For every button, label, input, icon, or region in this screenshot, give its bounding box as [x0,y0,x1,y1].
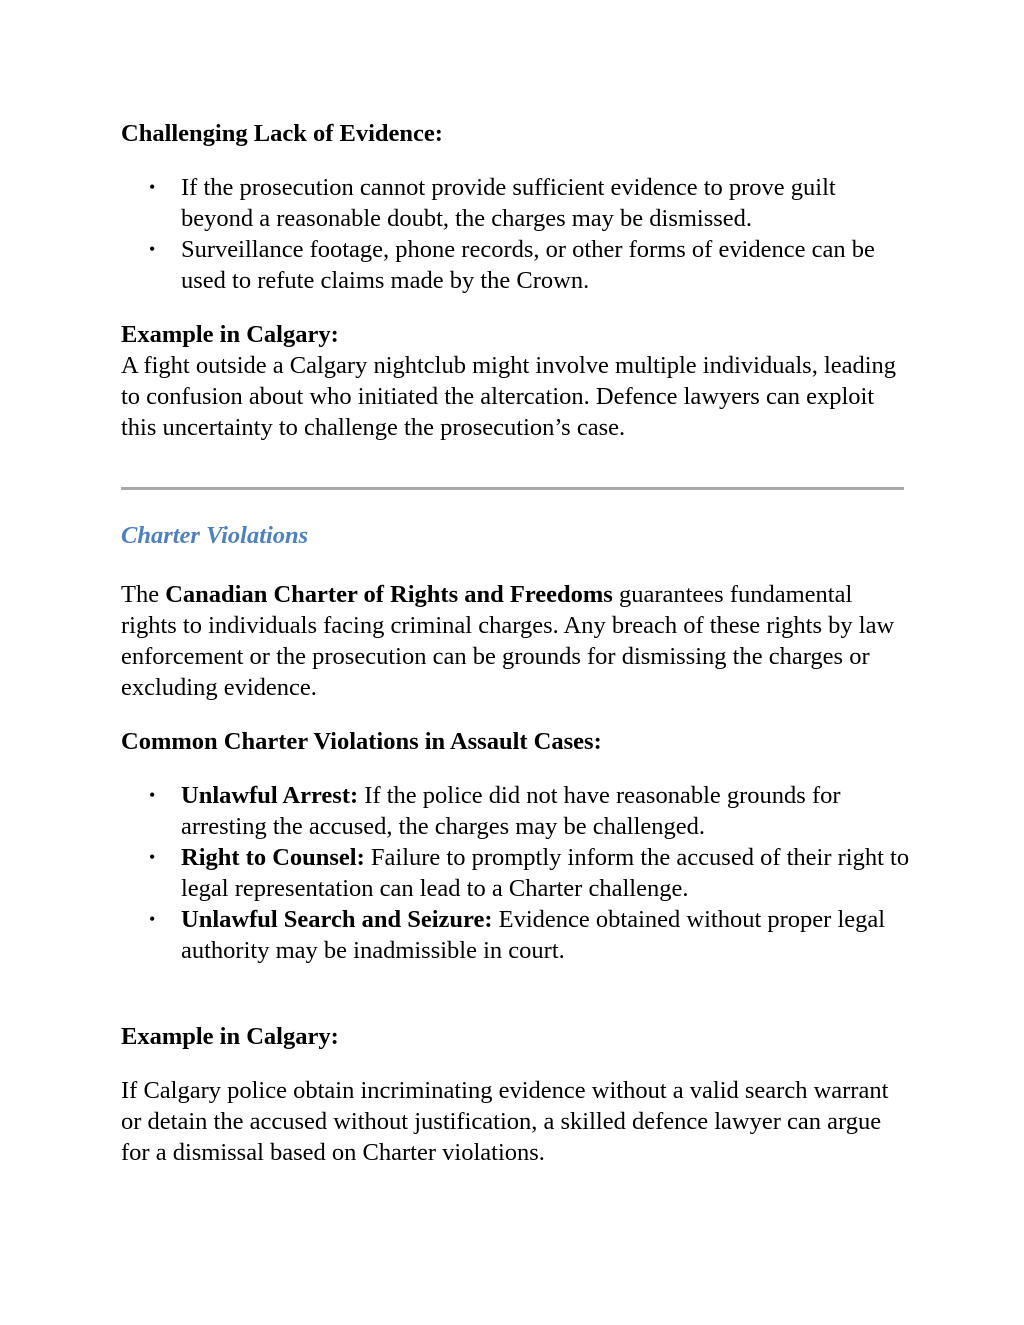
charter-violations-list [121,780,911,966]
intro-suffix: guarantees fundamental rights to individuals facing criminal charges. Any breach of these rights by law enforcement or the prosecution can be grounds for dismissing the charges or excluding evidence. [121,581,895,701]
list-item-text: If the prosecution cannot provide sufficient evidence to prove guilt beyond a reasonable doubt, the charges may be dismissed. [181,174,836,232]
list-item-text: If the police did not have reasonable grounds for arresting the accused, the charges may be challenged. [181,782,841,840]
intro-prefix: The [121,581,166,608]
horizontal-divider [121,487,904,490]
list-item [121,904,911,966]
list-item-text: Evidence obtained without proper legal authority may be inadmissible in court. [181,906,886,964]
example-heading: Example in Calgary: [121,1023,339,1050]
list-item [121,234,911,296]
bullet-icon: • [149,785,156,805]
bullet-icon: • [149,177,156,197]
list-item-text: Surveillance footage, phone records, or other forms of evidence can be used to refute claims made by the Crown. [181,236,875,294]
example-heading: Example in Calgary: [121,321,339,348]
example-text: If Calgary police obtain incriminating evidence without a valid search warrant or detain the accused without justification, a skilled defence lawyer can argue for a dismissal based on Charter violations. [121,1077,889,1166]
list-item [121,842,911,904]
charter-intro-paragraph [121,579,911,703]
list-item [121,780,911,842]
list-item-text: Failure to promptly inform the accused of their right to legal representation can lead to a Charter challenge. [181,844,910,902]
bullet-icon: • [149,239,156,259]
list-item-term: Unlawful Arrest: [181,782,359,809]
example-text: A fight outside a Calgary nightclub might involve multiple individuals, leading to confusion about who initiated the altercation. Defence lawyers can exploit this uncertainty to challenge the prosecution’s case. [121,352,897,441]
section-title-charter-violations: Charter Violations [121,522,309,549]
list-item [121,172,911,234]
bullet-icon: • [149,847,156,867]
charter-name: Canadian Charter of Rights and Freedoms [165,581,613,608]
lack-of-evidence-list [121,172,911,296]
list-item-term: Right to Counsel: [181,844,365,871]
list-item-term: Unlawful Search and Seizure: [181,906,493,933]
bullet-icon: • [149,909,156,929]
document-page [121,118,911,1168]
common-violations-heading: Common Charter Violations in Assault Cases: [121,728,602,755]
section-heading-lack-of-evidence: Challenging Lack of Evidence: [121,120,443,147]
